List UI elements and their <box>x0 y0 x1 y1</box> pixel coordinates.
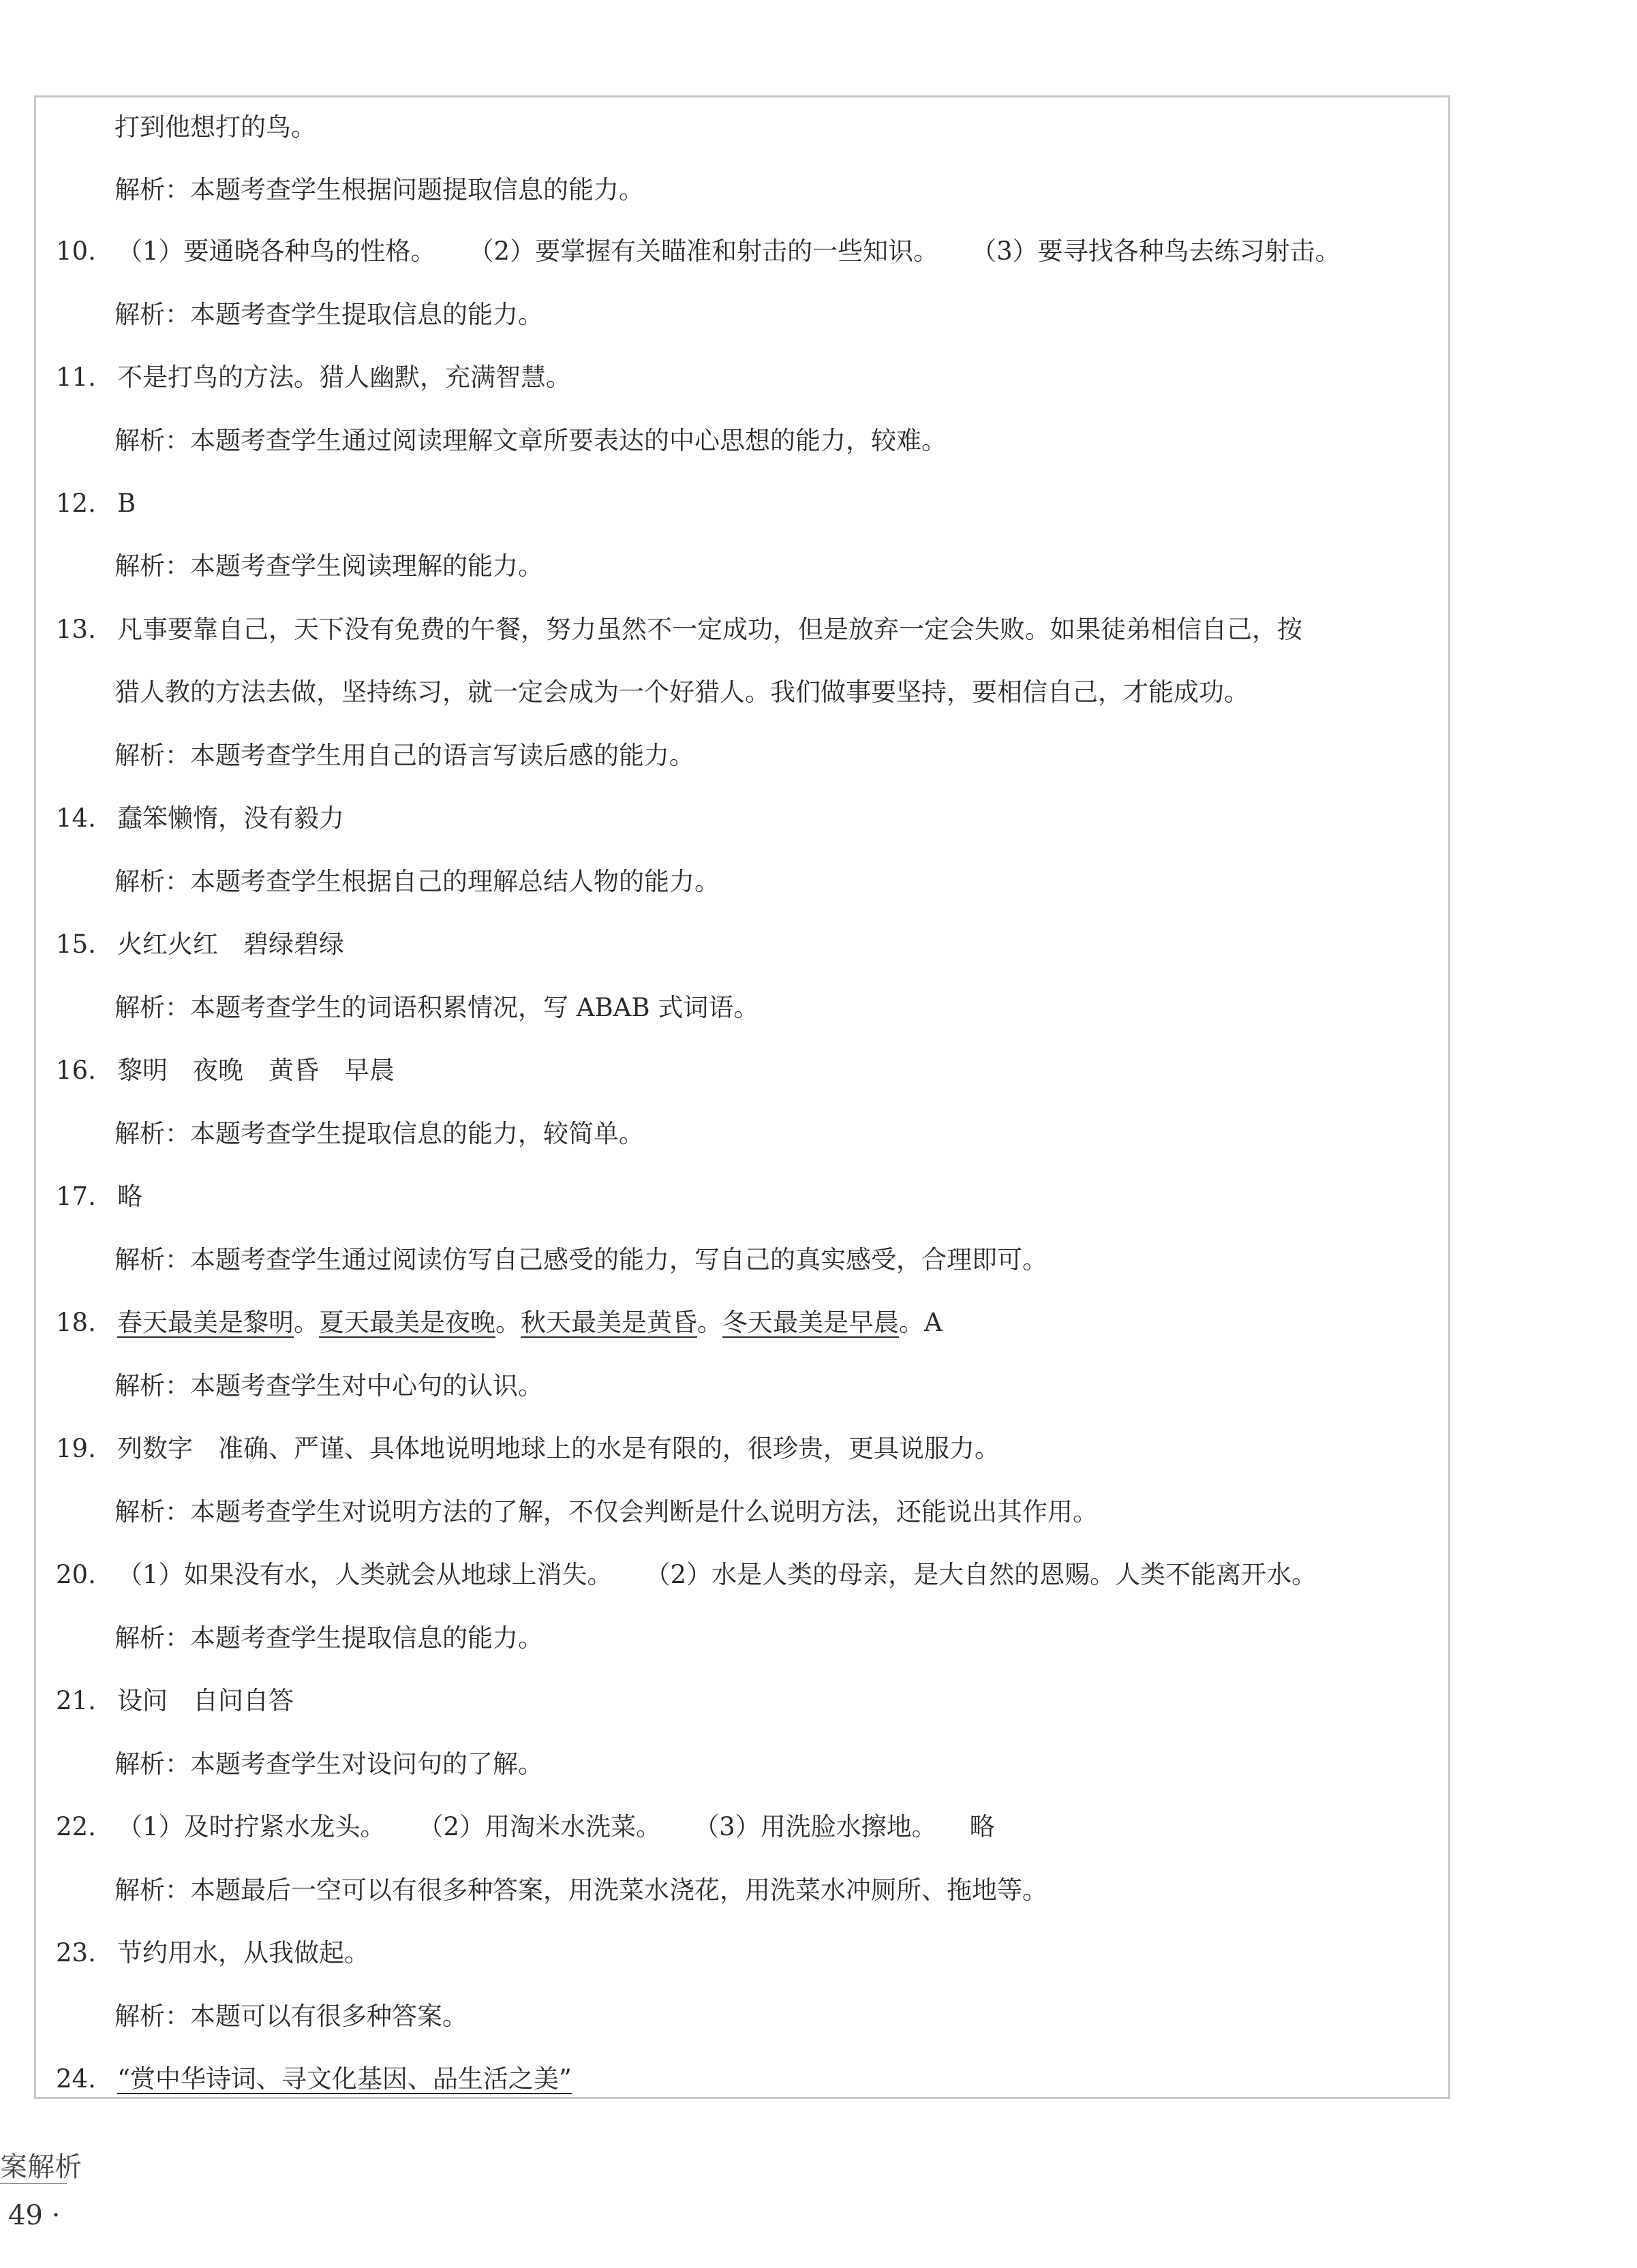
explanation: 解析：本题考查学生对中心句的认识。 <box>114 1371 543 1400</box>
answer-10 <box>56 236 1341 266</box>
underlined-answer: “赏中华诗词、寻文化基因、品生活之美” <box>117 2064 572 2094</box>
explanation: 解析：本题考查学生用自己的语言写读后感的能力。 <box>114 741 694 770</box>
question-number: 24. <box>56 2064 96 2094</box>
answer-15 <box>56 932 344 957</box>
answer-choice: A <box>924 1308 943 1337</box>
answer-13 <box>56 617 1302 642</box>
question-number: 18. <box>56 1308 96 1337</box>
explanation: 解析：本题考查学生阅读理解的能力。 <box>114 551 543 581</box>
question-number: 10. <box>56 236 96 266</box>
question-number: 12. <box>56 489 96 518</box>
question-number: 11. <box>56 363 96 392</box>
answer-text: B <box>117 489 136 518</box>
answer-16 <box>56 1058 395 1083</box>
answer-part: （1）要通晓各种鸟的性格。 <box>117 236 436 266</box>
answer-13-continued: 猎人教的方法去做，坚持练习，就一定会成为一个好猎人。我们做事要坚持，要相信自己，才能成功。 <box>114 677 1249 707</box>
question-number: 15. <box>56 930 96 959</box>
answer-part: （1）如果没有水，人类就会从地球上消失。 <box>117 1560 613 1589</box>
question-number: 16. <box>56 1056 96 1085</box>
answer-part: （1）及时拧紧水龙头。 <box>117 1812 386 1841</box>
explanation: 解析：本题考查学生的词语积累情况，写 ABAB 式词语。 <box>114 993 759 1022</box>
answer-20 <box>56 1562 1317 1587</box>
answer-22 <box>56 1814 995 1839</box>
question-number: 14. <box>56 803 96 833</box>
explanation: 解析：本题最后一空可以有很多种答案，用洗菜水浇花，用洗菜水冲厕所、拖地等。 <box>114 1875 1047 1905</box>
footer-section-label: 案解析 <box>0 2151 82 2183</box>
footer-divider <box>0 2183 67 2184</box>
explanation: 解析：本题可以有很多种答案。 <box>114 2002 468 2031</box>
question-number: 19. <box>56 1434 96 1463</box>
answer-19 <box>56 1436 1000 1461</box>
explanation: 解析：本题考查学生通过阅读仿写自己感受的能力，写自己的真实感受，合理即可。 <box>114 1245 1047 1274</box>
answer-part: （3）用洗脸水擦地。 <box>694 1812 937 1841</box>
answer-part: （2）用淘米水洗菜。 <box>418 1812 662 1841</box>
explanation: 解析：本题考查学生提取信息的能力。 <box>114 1623 543 1653</box>
question-number: 20. <box>56 1560 96 1589</box>
answer-23 <box>56 1940 369 1965</box>
answer-18 <box>56 1310 943 1335</box>
answer-part: （3）要寻找各种鸟去练习射击。 <box>971 236 1341 266</box>
period: 。 <box>899 1308 924 1337</box>
question-number: 13. <box>56 615 96 644</box>
answer-11 <box>56 365 571 390</box>
answer-part: （2）要掌握有关瞄准和射击的一些知识。 <box>468 236 939 266</box>
underlined-sentence: 秋天最美是黄昏 <box>521 1308 697 1337</box>
answer-text: 火红火红 碧绿碧绿 <box>117 930 344 959</box>
answer-text: 不是打鸟的方法。猎人幽默，充满智慧。 <box>117 363 571 392</box>
answer-12 <box>56 491 136 516</box>
answer-text: 蠢笨懒惰，没有毅力 <box>117 803 344 833</box>
period: 。 <box>495 1308 521 1337</box>
question-number: 17. <box>56 1182 96 1211</box>
underlined-sentence: 夏天最美是夜晚 <box>319 1308 495 1337</box>
question-number: 22. <box>56 1812 96 1841</box>
explanation: 解析：本题考查学生根据自己的理解总结人物的能力。 <box>114 867 720 896</box>
answer-text: 列数字 准确、严谨、具体地说明地球上的水是有限的，很珍贵，更具说服力。 <box>117 1434 1000 1463</box>
explanation: 解析：本题考查学生提取信息的能力，较简单。 <box>114 1119 644 1148</box>
explanation: 解析：本题考查学生提取信息的能力。 <box>114 300 543 329</box>
page-number: 49 · <box>8 2200 61 2231</box>
answer-text: 设问 自问自答 <box>117 1686 294 1715</box>
period: 。 <box>697 1308 722 1337</box>
answer-text: 略 <box>117 1182 142 1211</box>
question-number: 21. <box>56 1686 96 1715</box>
answer-text: 节约用水，从我做起。 <box>117 1938 369 1967</box>
answer-21 <box>56 1688 294 1713</box>
answer-17 <box>56 1184 142 1209</box>
underlined-sentence: 春天最美是黎明 <box>117 1308 294 1337</box>
answer-continuation: 打到他想打的鸟。 <box>114 112 316 142</box>
explanation: 解析：本题考查学生根据问题提取信息的能力。 <box>114 175 644 204</box>
explanation: 解析：本题考查学生通过阅读理解文章所要表达的中心思想的能力，较难。 <box>114 426 947 455</box>
answer-part: （2）水是人类的母亲，是大自然的恩赐。人类不能离开水。 <box>645 1560 1317 1589</box>
answer-text: 凡事要靠自己，天下没有免费的午餐，努力虽然不一定成功，但是放弃一定会失败。如果徒弟相信自己，按 <box>117 615 1302 644</box>
answer-box <box>34 95 1450 2099</box>
answer-24 <box>56 2064 572 2094</box>
explanation: 解析：本题考查学生对说明方法的了解，不仅会判断是什么说明方法，还能说出其作用。 <box>114 1497 1098 1527</box>
underlined-sentence: 冬天最美是早晨 <box>722 1308 899 1337</box>
question-number: 23. <box>56 1938 96 1967</box>
period: 。 <box>294 1308 319 1337</box>
answer-text: 黎明 夜晚 黄昏 早晨 <box>117 1056 395 1085</box>
answer-14 <box>56 803 344 833</box>
explanation: 解析：本题考查学生对设问句的了解。 <box>114 1749 543 1779</box>
answer-part: 略 <box>969 1812 995 1841</box>
